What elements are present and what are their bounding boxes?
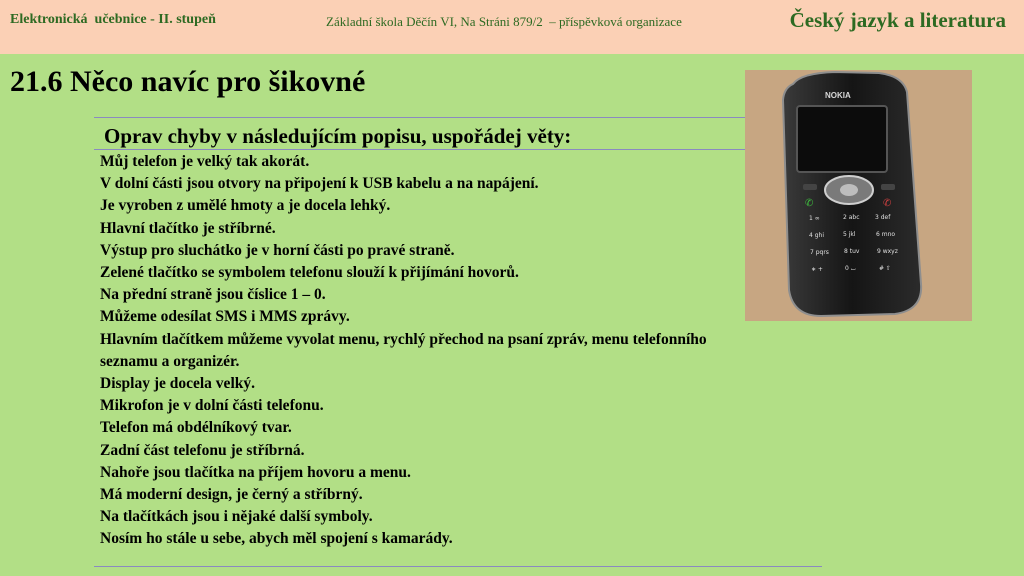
sentence: Je vyroben z umělé hmoty a je docela lehký. <box>100 197 391 215</box>
left-softkey <box>803 184 817 190</box>
task-instruction: Oprav chyby v následujícím popisu, uspořádej věty: <box>104 124 572 148</box>
divider-task <box>94 149 746 150</box>
sentence: Výstup pro sluchátko je v horní části po pravé straně. <box>100 241 455 259</box>
right-softkey <box>881 184 895 190</box>
brand-logo: NOKIA <box>825 91 851 100</box>
sentence: Na tlačítkách jsou i nějaké další symboly. <box>100 508 373 526</box>
divider-top <box>94 117 746 118</box>
sentence: Hlavní tlačítko je stříbrné. <box>100 219 276 237</box>
end-key-icon: ✆ <box>883 198 892 209</box>
keypad-key: 8 tuv <box>844 248 860 255</box>
textbook-label: Elektronická učebnice - II. stupeň <box>10 12 216 27</box>
sentence: Mikrofon je v dolní části telefonu. <box>100 397 324 415</box>
sentence: Můj telefon je velký tak akorát. <box>100 153 310 170</box>
sentence-list <box>100 151 740 551</box>
subject-name: Český jazyk a literatura <box>789 8 1006 32</box>
divider-bottom <box>94 566 822 567</box>
keypad-key: 2 abc <box>843 214 860 221</box>
sentence: Má moderní design, je černý a stříbrný. <box>100 486 363 504</box>
keypad-key: ∗ + <box>811 266 823 273</box>
school-name: Základní škola Děčín VI, Na Stráni 879/2 – příspěvková organizace <box>326 14 682 29</box>
keypad-key: 1 ∞ <box>809 215 820 222</box>
sentence: V dolní části jsou otvory na připojení k USB kabelu a na napájení. <box>100 175 539 193</box>
keypad-key: 0 ⌴ <box>845 265 856 272</box>
sentence: Na přední straně jsou číslice 1 – 0. <box>100 286 326 304</box>
sentence: Zadní část telefonu je stříbrná. <box>100 441 305 459</box>
sentence: Zelené tlačítko se symbolem telefonu slouží k přijímání hovorů. <box>100 264 519 282</box>
sentence: Můžeme odesílat SMS i MMS zprávy. <box>100 308 350 326</box>
sentence: Nosím ho stále u sebe, abych měl spojení s kamarády. <box>100 530 453 548</box>
sentence: Telefon má obdélníkový tvar. <box>100 419 292 437</box>
sentence: Hlavním tlačítkem můžeme vyvolat menu, rychlý přechod na psaní zpráv, menu telefonního seznamu a organizér. <box>100 330 707 370</box>
keypad-key: # ⇧ <box>879 265 891 272</box>
keypad-key: 5 jkl <box>843 231 856 238</box>
keypad-key: 3 def <box>875 214 891 221</box>
keypad-key: 4 ghi <box>809 232 825 239</box>
sentence: Nahoře jsou tlačítka na příjem hovoru a menu. <box>100 463 411 481</box>
phone-display <box>797 106 887 172</box>
header-bar <box>0 0 1024 54</box>
call-key-icon: ✆ <box>805 198 814 209</box>
page-title: 21.6 Něco navíc pro šikovné <box>10 65 366 98</box>
phone-illustration <box>745 70 972 321</box>
phone-photo <box>745 70 972 321</box>
keypad-key: 7 pqrs <box>810 249 829 256</box>
keypad-key: 9 wxyz <box>877 248 898 255</box>
center-key <box>840 184 858 196</box>
sentence: Display je docela velký. <box>100 375 255 393</box>
keypad-key: 6 mno <box>876 231 896 238</box>
